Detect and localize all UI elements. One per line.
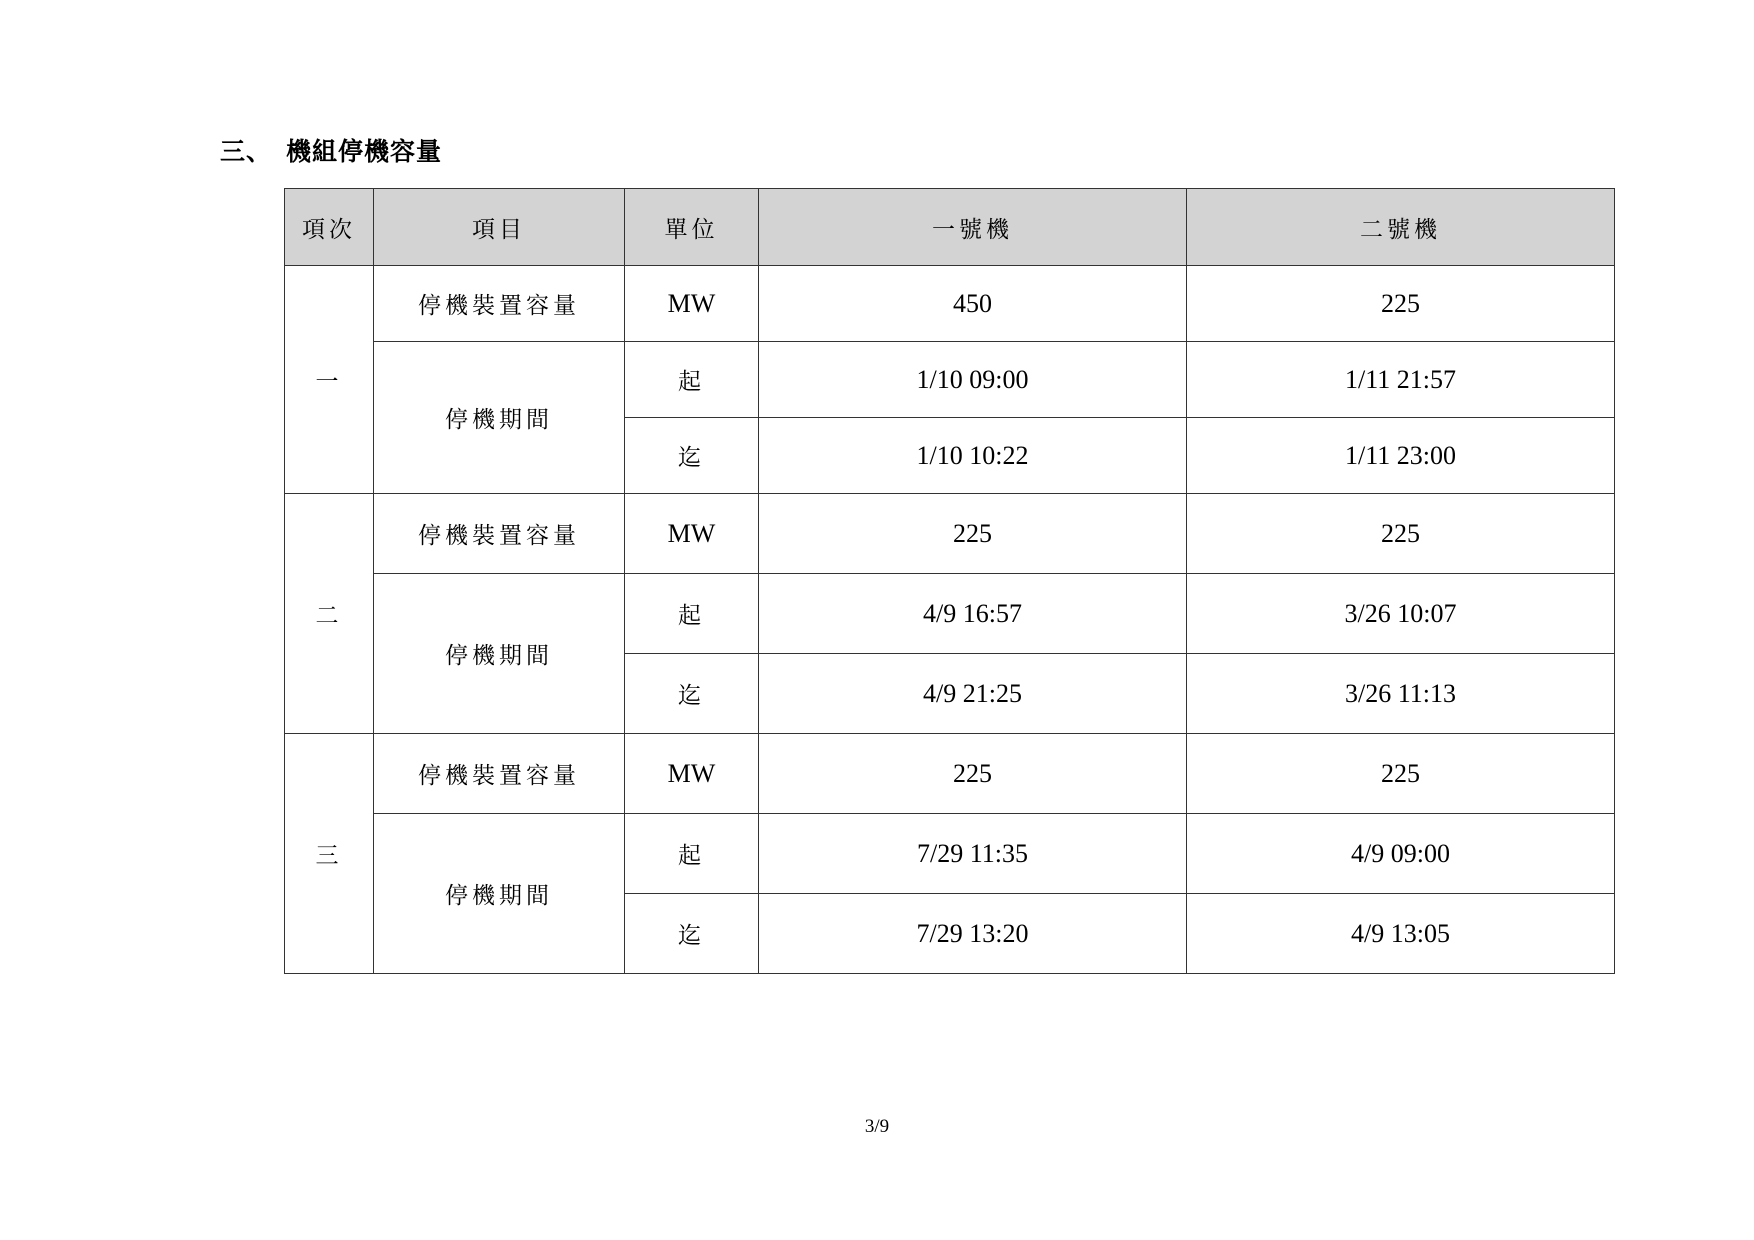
- unit1-end: 1/10 10:22: [759, 418, 1187, 494]
- table-row: [285, 266, 1615, 342]
- unit2-end: 3/26 11:13: [1187, 654, 1615, 734]
- unit2-start: 1/11 21:57: [1187, 342, 1615, 418]
- start-label: 起: [625, 342, 759, 418]
- header-unit: 單位: [625, 189, 759, 266]
- table-row: [285, 734, 1615, 814]
- outage-capacity-table: [284, 188, 1615, 974]
- unit1-capacity: 450: [759, 266, 1187, 342]
- capacity-unit: MW: [625, 494, 759, 574]
- group-index: 二: [285, 494, 374, 734]
- unit1-start: 1/10 09:00: [759, 342, 1187, 418]
- start-label: 起: [625, 814, 759, 894]
- table-row: [285, 574, 1615, 654]
- unit2-start: 4/9 09:00: [1187, 814, 1615, 894]
- unit1-capacity: 225: [759, 734, 1187, 814]
- unit1-capacity: 225: [759, 494, 1187, 574]
- header-item: 項目: [374, 189, 625, 266]
- section-number: 三、: [220, 137, 273, 166]
- end-label: 迄: [625, 654, 759, 734]
- unit2-capacity: 225: [1187, 266, 1615, 342]
- unit2-start: 3/26 10:07: [1187, 574, 1615, 654]
- unit1-start: 4/9 16:57: [759, 574, 1187, 654]
- header-unit2: 二號機: [1187, 189, 1615, 266]
- capacity-label: 停機裝置容量: [374, 266, 625, 342]
- section-heading: [220, 132, 442, 168]
- table-header-row: [285, 189, 1615, 266]
- unit2-end: 1/11 23:00: [1187, 418, 1615, 494]
- unit2-capacity: 225: [1187, 734, 1615, 814]
- end-label: 迄: [625, 894, 759, 974]
- section-title: 機組停機容量: [286, 137, 443, 166]
- end-label: 迄: [625, 418, 759, 494]
- start-label: 起: [625, 574, 759, 654]
- table-row: [285, 814, 1615, 894]
- capacity-label: 停機裝置容量: [374, 734, 625, 814]
- capacity-unit: MW: [625, 734, 759, 814]
- group-index: 三: [285, 734, 374, 974]
- page-number: 3/9: [864, 1116, 890, 1137]
- unit2-capacity: 225: [1187, 494, 1615, 574]
- unit1-start: 7/29 11:35: [759, 814, 1187, 894]
- period-label: 停機期間: [374, 814, 625, 974]
- unit2-end: 4/9 13:05: [1187, 894, 1615, 974]
- period-label: 停機期間: [374, 342, 625, 494]
- capacity-label: 停機裝置容量: [374, 494, 625, 574]
- group-index: 一: [285, 266, 374, 494]
- capacity-unit: MW: [625, 266, 759, 342]
- table-row: [285, 342, 1615, 418]
- unit1-end: 4/9 21:25: [759, 654, 1187, 734]
- header-index: 項次: [285, 189, 374, 266]
- unit1-end: 7/29 13:20: [759, 894, 1187, 974]
- period-label: 停機期間: [374, 574, 625, 734]
- table-row: [285, 494, 1615, 574]
- header-unit1: 一號機: [759, 189, 1187, 266]
